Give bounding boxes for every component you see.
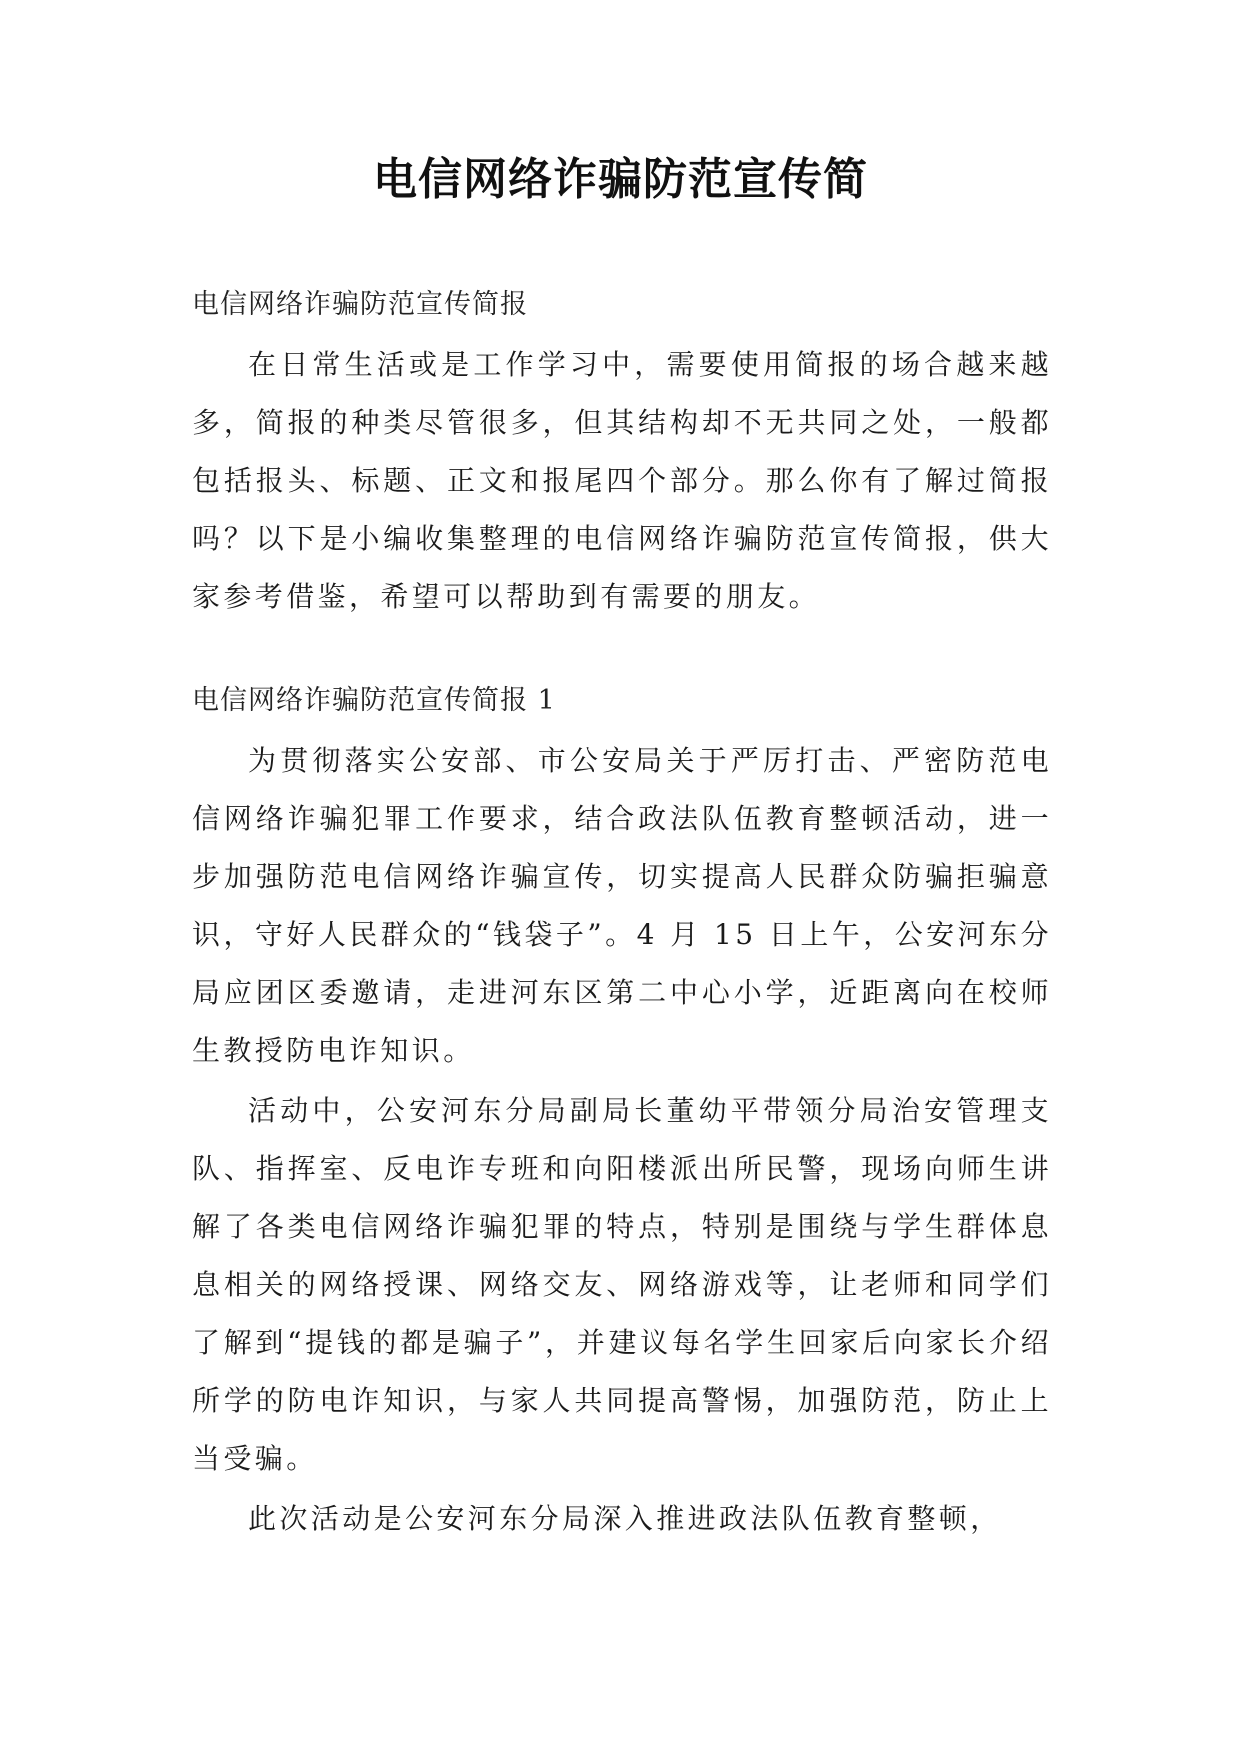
section-heading: 电信网络诈骗防范宣传简报 1 xyxy=(192,685,556,716)
paragraph: 活动中，公安河东分局副局长董幼平带领分局治安管理支队、指挥室、反电诈专班和向阳楼派出所民警，现场向师生讲解了各类电信网络诈骗犯罪的特点，特别是围绕与学生群体息息相关的网络授课、网络交友、网络游戏等，让老师和同学们了解到“提钱的都是骗子”，并建议每名学生回家后向家长介绍所学的防电诈知识，与家人共同提高警惕，加强防范，防止上当受骗。 xyxy=(192,1094,1052,1475)
document-body xyxy=(192,288,1052,1548)
section-heading: 电信网络诈骗防范宣传简报 xyxy=(192,289,528,320)
document-title: 电信网络诈骗防范宣传简 xyxy=(373,154,868,205)
paragraph: 此次活动是公安河东分局深入推进政法队伍教育整顿， xyxy=(248,1502,1002,1535)
paragraph: 为贯彻落实公安部、市公安局关于严厉打击、严密防范电信网络诈骗犯罪工作要求，结合政法队伍教育整顿活动，进一步加强防范电信网络诈骗宣传，切实提高人民群众防骗拒骗意识，守好人民群众的“钱袋子”。4 月 15 日上午，公安河东分局应团区委邀请，走进河东区第二中心小学，近距离向在校师生教授防电诈知识。 xyxy=(192,744,1052,1067)
paragraph-intro: 在日常生活或是工作学习中，需要使用简报的场合越来越多，简报的种类尽管很多，但其结构却不无共同之处，一般都包括报头、标题、正文和报尾四个部分。那么你有了解过简报吗？以下是小编收集整理的电信网络诈骗防范宣传简报，供大家参考借鉴，希望可以帮助到有需要的朋友。 xyxy=(192,348,1052,613)
